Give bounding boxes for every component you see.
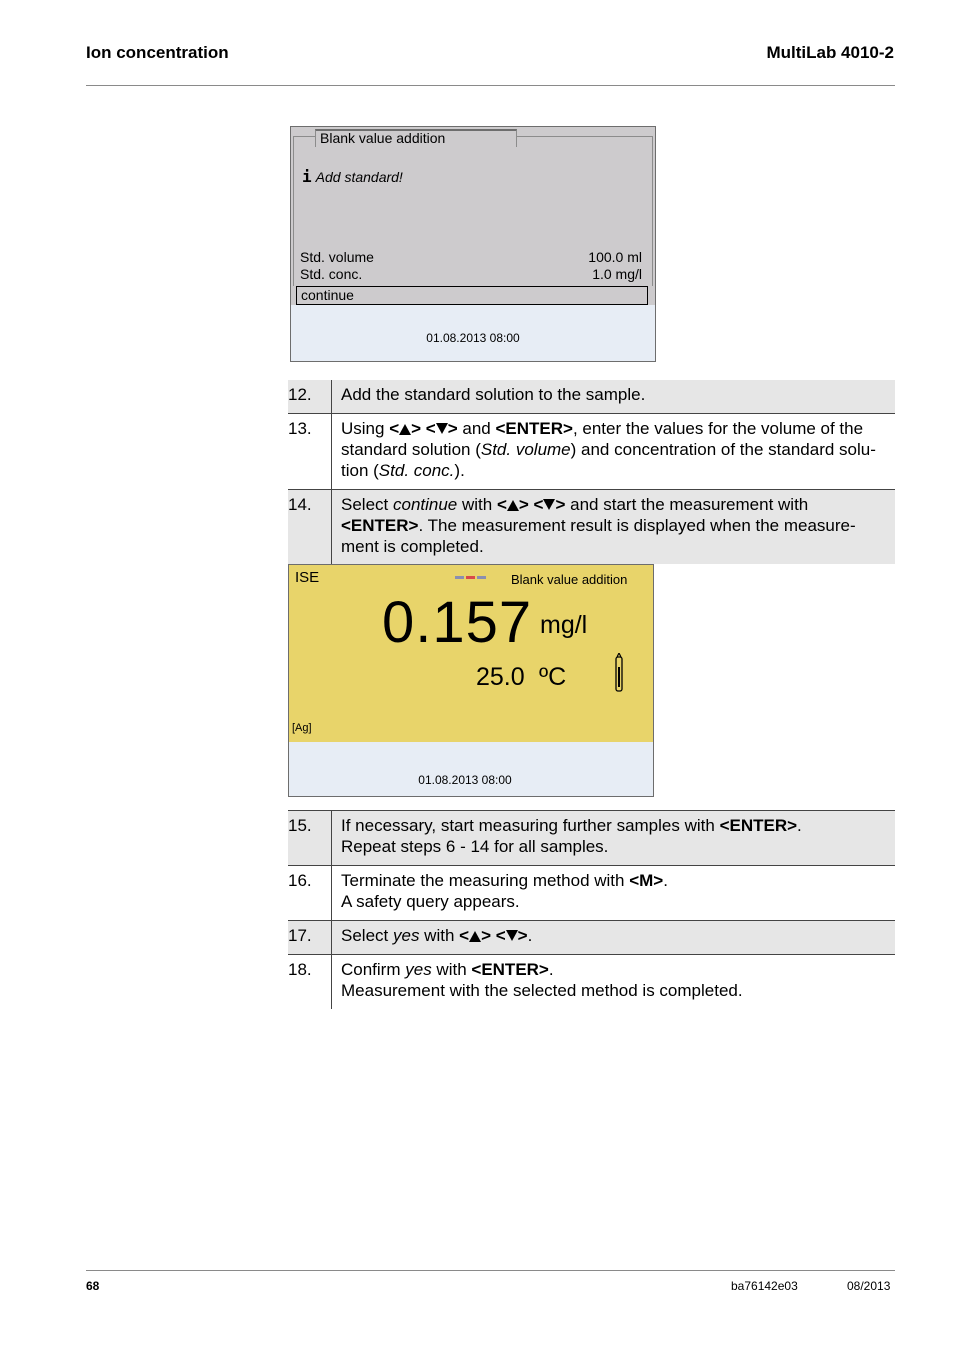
header-device-name: MultiLab 4010-2 [766,43,894,62]
status-bar-2 [466,576,475,579]
std-conc-value: 1.0 mg/l [592,266,642,282]
text-run: Confirm [341,960,406,979]
text-run: Using [341,419,390,438]
ui-term: Std. conc. [378,461,455,480]
device-screen-blank-value [290,126,656,362]
arrow-up-icon [469,931,481,942]
temperature-unit: ºC [539,663,567,691]
screen-datetime: 01.08.2013 08:00 [418,773,512,787]
step-text [341,811,895,857]
arrow-down-icon [543,499,555,510]
header-rule [86,85,895,86]
key-name: > < [481,926,506,945]
text-run: . [663,871,668,890]
key-name: <M> [629,871,664,890]
ion-label: [Ag] [292,722,312,734]
std-volume-row[interactable] [300,249,642,265]
text-run: Select [341,495,393,514]
arrow-down-icon [506,930,518,941]
step-number: 12. [288,380,332,413]
measured-unit: mg/l [540,611,588,639]
text-run: . [797,816,802,835]
text-run: , enter the values for the volume of the standard solution ( [341,419,864,459]
text-run: Add the standard solution to the sample. [341,385,646,404]
key-name: > < [411,419,436,438]
ui-term: continue [392,495,458,514]
sensor-status-bars [455,566,488,584]
step-text [341,490,895,557]
step-text [341,921,895,946]
arrow-up-icon [399,424,411,435]
dialog-frame-left [293,136,294,286]
step-17 [288,921,895,955]
dialog-title: Blank value addition [320,130,446,146]
document-id: ba76142e03 [731,1279,798,1293]
arrow-up-icon [507,500,519,511]
key-name: <ENTER> [719,816,798,835]
footer-rule [86,1270,895,1271]
step-number: 17. [288,921,332,954]
key-name: <ENTER> [341,516,419,535]
text-run: If necessary, start measuring further samples with [341,816,720,835]
info-message [302,167,403,186]
key-name: < [389,419,400,438]
text-run: Select [341,926,393,945]
measurement-mode: ISE [295,569,320,586]
continue-option[interactable] [296,286,648,305]
status-bar-3 [477,576,486,579]
status-bar-1 [455,576,464,579]
text-run: Terminate the measuring method with [341,871,630,890]
step-text [341,866,895,912]
header-section-title: Ion concentration [86,43,229,62]
key-name: < [459,926,470,945]
arrow-down-icon [436,423,448,434]
key-name: > [447,419,458,438]
text-run: ). [454,461,465,480]
ui-term: yes [405,960,432,979]
temperature-value: 25.0 [476,663,525,691]
ui-term: Std. volume [480,440,571,459]
text-run: . [527,926,533,945]
step-number: 13. [288,414,332,489]
key-name: > [517,926,528,945]
text-run: with [431,960,472,979]
key-name: <ENTER> [495,419,573,438]
text-run: A safety query appears. [341,892,520,911]
step-13 [288,414,895,490]
text-run: with [457,495,497,514]
std-conc-row[interactable] [300,266,642,282]
std-volume-label: Std. volume [300,249,374,265]
step-number: 18. [288,955,332,1009]
steps-table-b [288,810,895,1009]
steps-table-a [288,380,895,564]
ui-term: yes [392,926,420,945]
step-12 [288,380,895,414]
page-number: 68 [86,1279,100,1293]
step-18 [288,955,895,1009]
step-number: 15. [288,811,332,865]
text-run: and start the measurement with [565,495,809,514]
text-run: Measurement with the selected method is completed. [341,981,743,1000]
thermometer-probe-icon [613,653,625,698]
text-run: . The measurement result is displayed when the measure-ment is completed. [341,516,856,556]
method-name: Blank value addition [511,572,628,587]
document-date: 08/2013 [847,1279,891,1293]
info-message-text: Add standard! [315,169,403,185]
key-name: <ENTER> [471,960,549,979]
continue-label: continue [301,287,354,303]
key-name: < [496,495,507,514]
key-name: > [555,495,566,514]
step-number: 16. [288,866,332,920]
step-text [341,380,895,405]
key-name: > < [518,495,544,514]
dialog-frame-right [652,136,653,286]
step-15 [288,811,895,866]
std-conc-label: Std. conc. [300,266,363,282]
text-run: Repeat steps 6 - 14 for all samples. [341,837,609,856]
device-screen-measurement [288,564,654,797]
step-text [341,955,895,1001]
text-run: with [419,926,460,945]
measured-value: 0.157 [382,590,533,655]
info-icon: i [302,167,312,186]
text-run: and [457,419,496,438]
text-run: . [548,960,554,979]
step-14 [288,490,895,564]
screen-datetime: 01.08.2013 08:00 [426,331,520,345]
step-number: 14. [288,490,332,564]
std-volume-value: 100.0 ml [588,249,642,265]
text-run: ) and concentration of the standard solu-tion ( [341,440,876,480]
step-16 [288,866,895,921]
step-text [341,414,895,481]
